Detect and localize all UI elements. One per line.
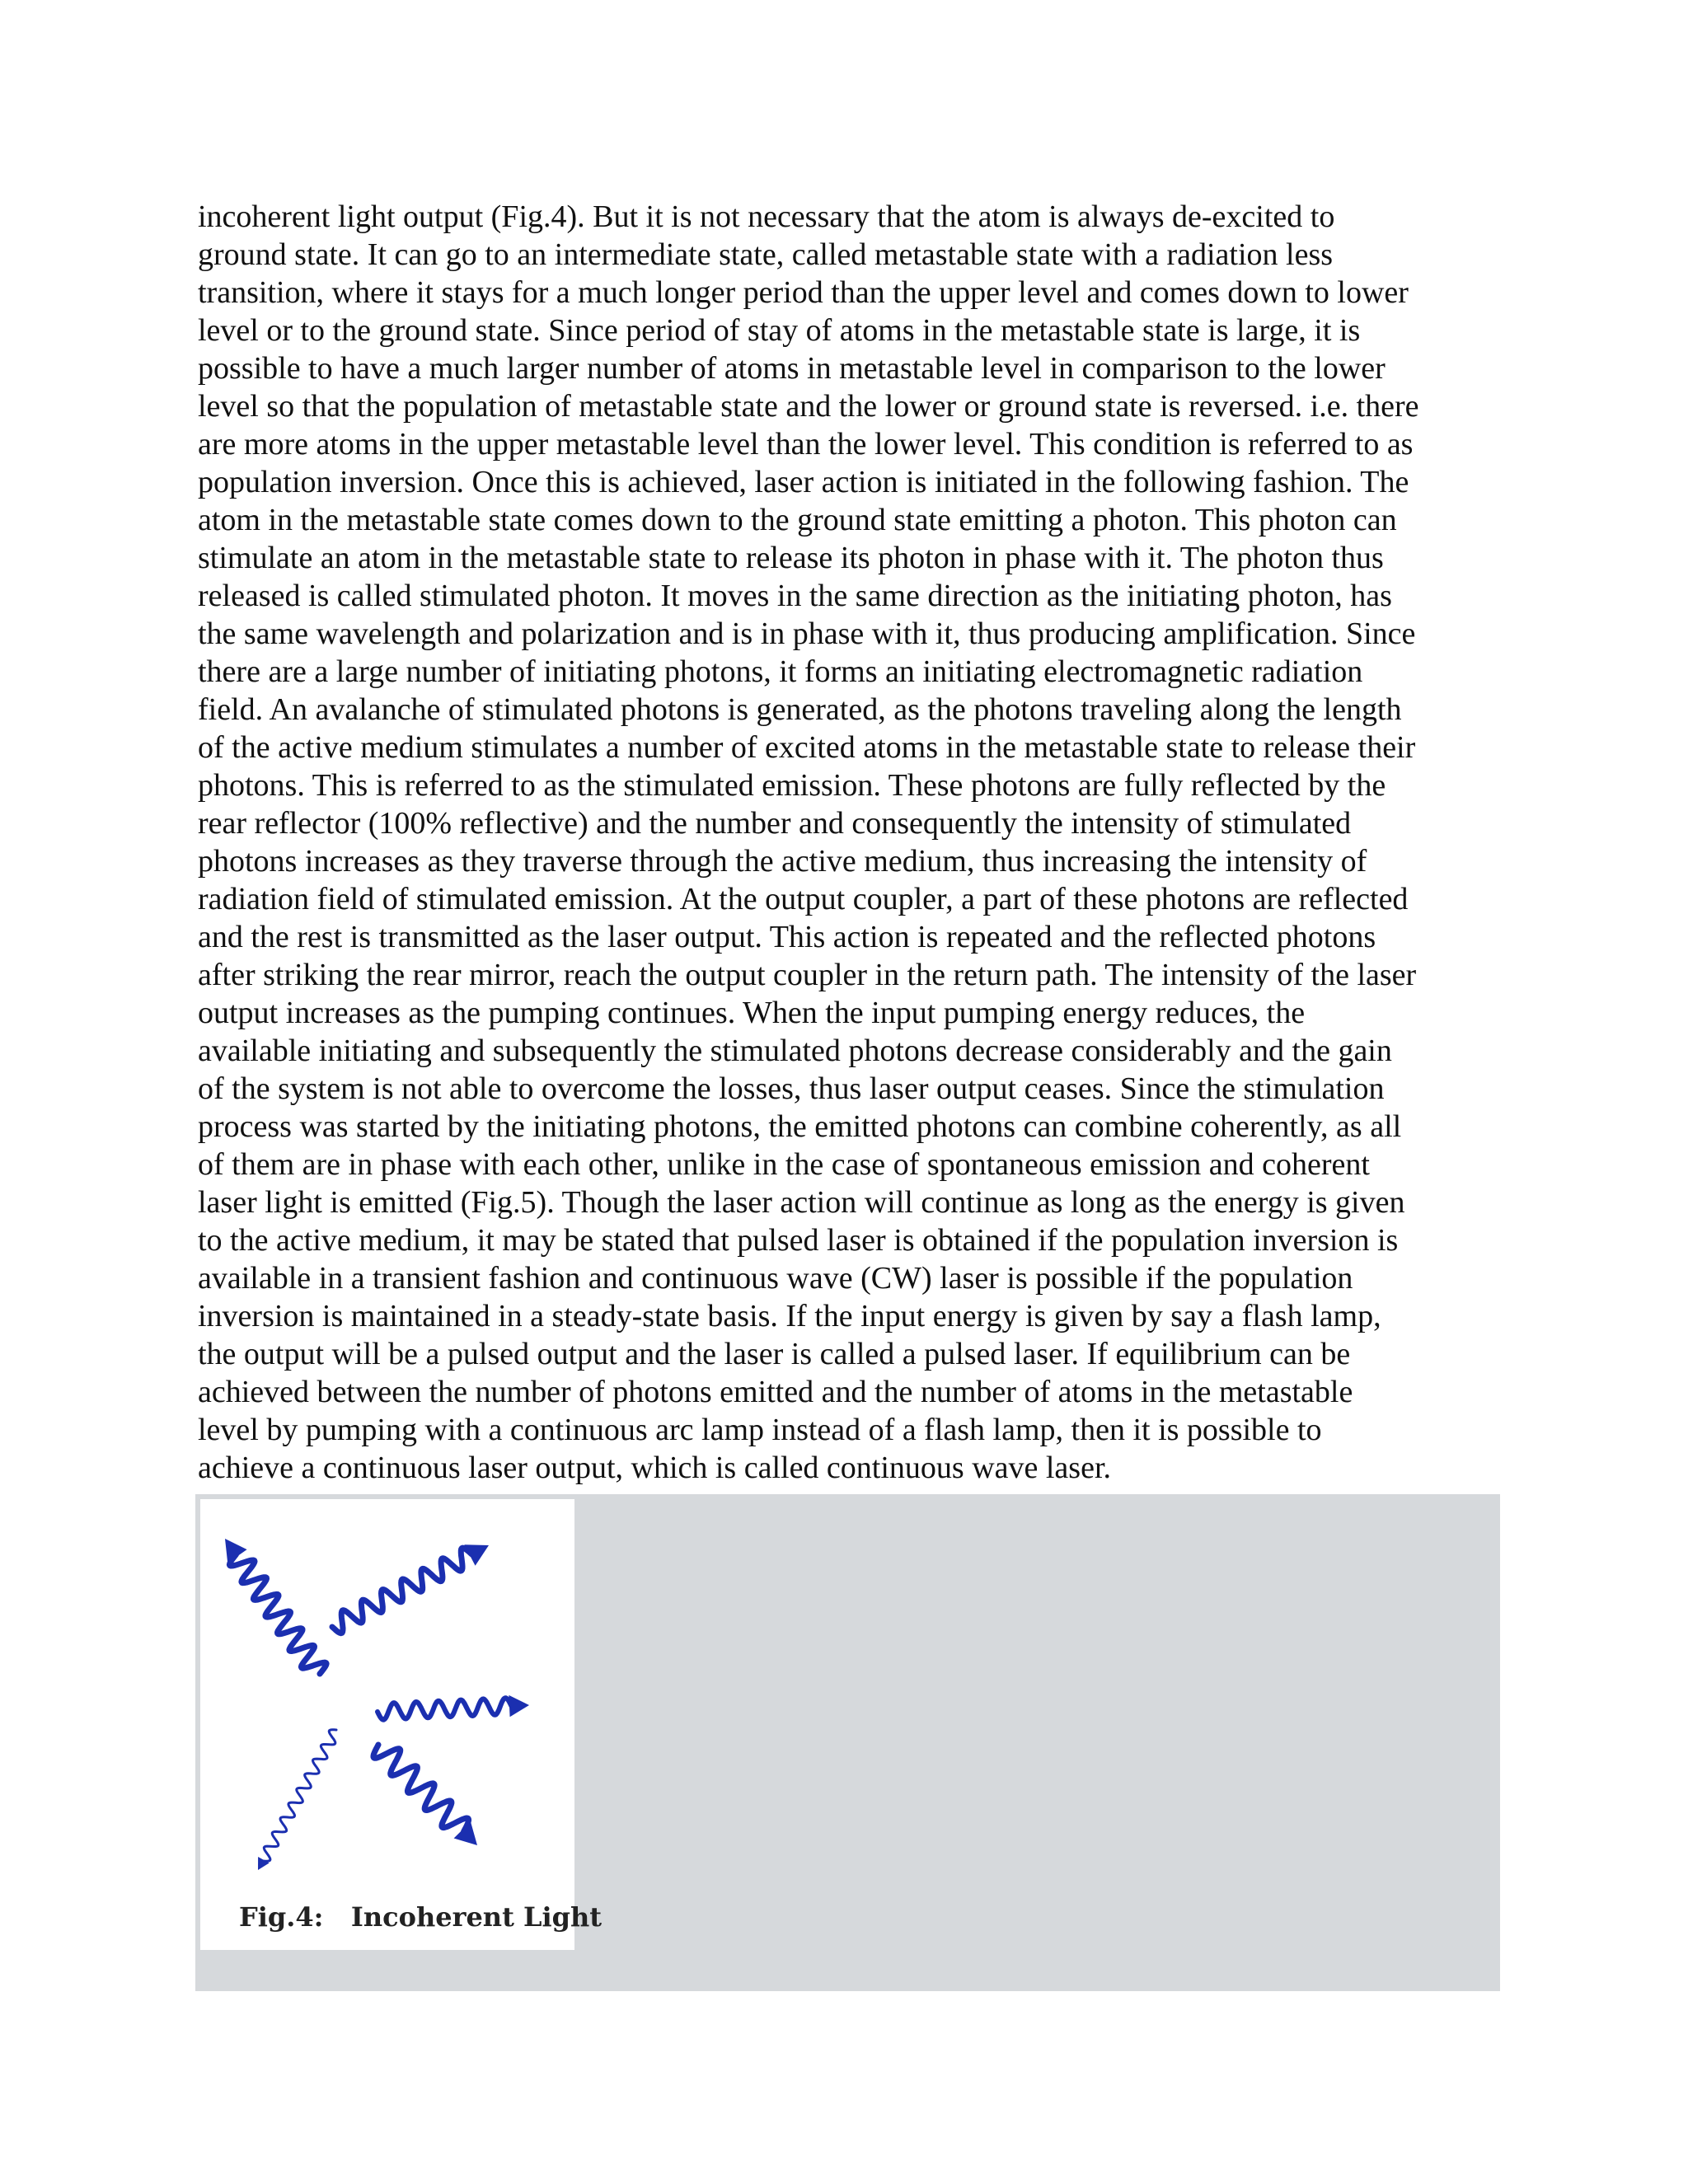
wave-path <box>263 1730 336 1861</box>
arrow-head-icon <box>225 1539 247 1563</box>
text-line: level or to the ground state. Since period of stay of atoms in the metastable state is large, it is <box>198 313 1361 348</box>
wave-path <box>332 1548 471 1633</box>
text-line: level by pumping with a continuous arc lamp instead of a flash lamp, then it is possible to <box>198 1413 1322 1447</box>
text-line: radiation field of stimulated emission. At the output coupler, a part of these photons are reflected <box>198 882 1409 916</box>
text-line: to the active medium, it may be stated that pulsed laser is obtained if the population inversion is <box>198 1223 1399 1258</box>
text-line: released is called stimulated photon. It moves in the same direction as the initiating photon, has <box>198 579 1392 613</box>
photon-wave-icon <box>258 1730 336 1870</box>
text-line: atom in the metastable state comes down to the ground state emitting a photon. This photon can <box>198 503 1397 537</box>
figure-caption: Fig.4: Incoherent Light <box>239 1901 603 1933</box>
text-line: the output will be a pulsed output and the laser is called a pulsed laser. If equilibrium can be <box>198 1337 1351 1371</box>
text-line: there are a large number of initiating photons, it forms an initiating electromagnetic radiation <box>198 654 1363 689</box>
text-line: available initiating and subsequently the stimulated photons decrease considerably and the gain <box>198 1033 1392 1068</box>
text-line: the same wavelength and polarization and is in phase with it, thus producing amplification. Since <box>198 616 1416 651</box>
text-line: and the rest is transmitted as the laser output. This action is repeated and the reflected photons <box>198 920 1376 954</box>
arrow-head-icon <box>509 1695 529 1717</box>
text-line: after striking the rear mirror, reach the output coupler in the return path. The intensity of the laser <box>198 958 1417 992</box>
wave-path <box>373 1745 469 1831</box>
text-line: of them are in phase with each other, unlike in the case of spontaneous emission and coherent <box>198 1147 1370 1182</box>
photon-wave-icon <box>377 1695 529 1720</box>
figure-panel <box>195 1494 1500 1991</box>
text-line: rear reflector (100% reflective) and the number and consequently the intensity of stimulated <box>198 806 1352 841</box>
text-line: stimulate an atom in the metastable state to release its photon in phase with it. The photon thus <box>198 541 1384 575</box>
arrow-head-icon <box>258 1857 270 1870</box>
wave-path <box>377 1698 511 1719</box>
text-line: field. An avalanche of stimulated photons is generated, as the photons traveling along the length <box>198 692 1402 727</box>
text-line: population inversion. Once this is achieved, laser action is initiated in the following fashion. The <box>198 465 1409 499</box>
text-line: output increases as the pumping continues. When the input pumping energy reduces, the <box>198 996 1306 1030</box>
text-line: inversion is maintained in a steady-state basis. If the input energy is given by say a flash lamp, <box>198 1299 1381 1333</box>
photon-wave-icon <box>225 1539 326 1674</box>
photon-wave-icon <box>332 1544 489 1633</box>
text-line: are more atoms in the upper metastable level than the lower level. This condition is referred to as <box>198 427 1414 462</box>
text-line: laser light is emitted (Fig.5). Though the laser action will continue as long as the energy is given <box>198 1185 1405 1220</box>
text-line: possible to have a much larger number of atoms in metastable level in comparison to the lower <box>198 351 1386 386</box>
text-line: level so that the population of metastable state and the lower or ground state is reversed. i.e. there <box>198 389 1419 424</box>
wave-path <box>229 1554 326 1674</box>
photon-wave-icon <box>373 1745 477 1845</box>
text-line: transition, where it stays for a much longer period than the upper level and comes down to lower <box>198 275 1409 310</box>
text-line: achieve a continuous laser output, which is called continuous wave laser. <box>198 1451 1112 1485</box>
figure-incoherent-light <box>200 1499 603 1950</box>
text-line: process was started by the initiating photons, the emitted photons can combine coherently, as all <box>198 1109 1402 1144</box>
photon-waves-graphic <box>200 1499 574 1950</box>
text-line: available in a transient fashion and continuous wave (CW) laser is possible if the population <box>198 1261 1353 1296</box>
text-line: of the system is not able to overcome the losses, thus laser output ceases. Since the stimulation <box>198 1071 1385 1106</box>
text-line: of the active medium stimulates a number of excited atoms in the metastable state to release their <box>198 730 1416 765</box>
text-line: photons increases as they traverse through the active medium, thus increasing the intensity of <box>198 844 1367 879</box>
text-line: incoherent light output (Fig.4). But it is not necessary that the atom is always de-excited to <box>198 199 1335 234</box>
body-paragraph <box>198 198 1517 1487</box>
text-line: photons. This is referred to as the stimulated emission. These photons are fully reflected by the <box>198 768 1386 803</box>
text-line: achieved between the number of photons emitted and the number of atoms in the metastable <box>198 1375 1353 1409</box>
text-line: ground state. It can go to an intermediate state, called metastable state with a radiation less <box>198 237 1334 272</box>
arrow-head-icon <box>464 1544 489 1565</box>
